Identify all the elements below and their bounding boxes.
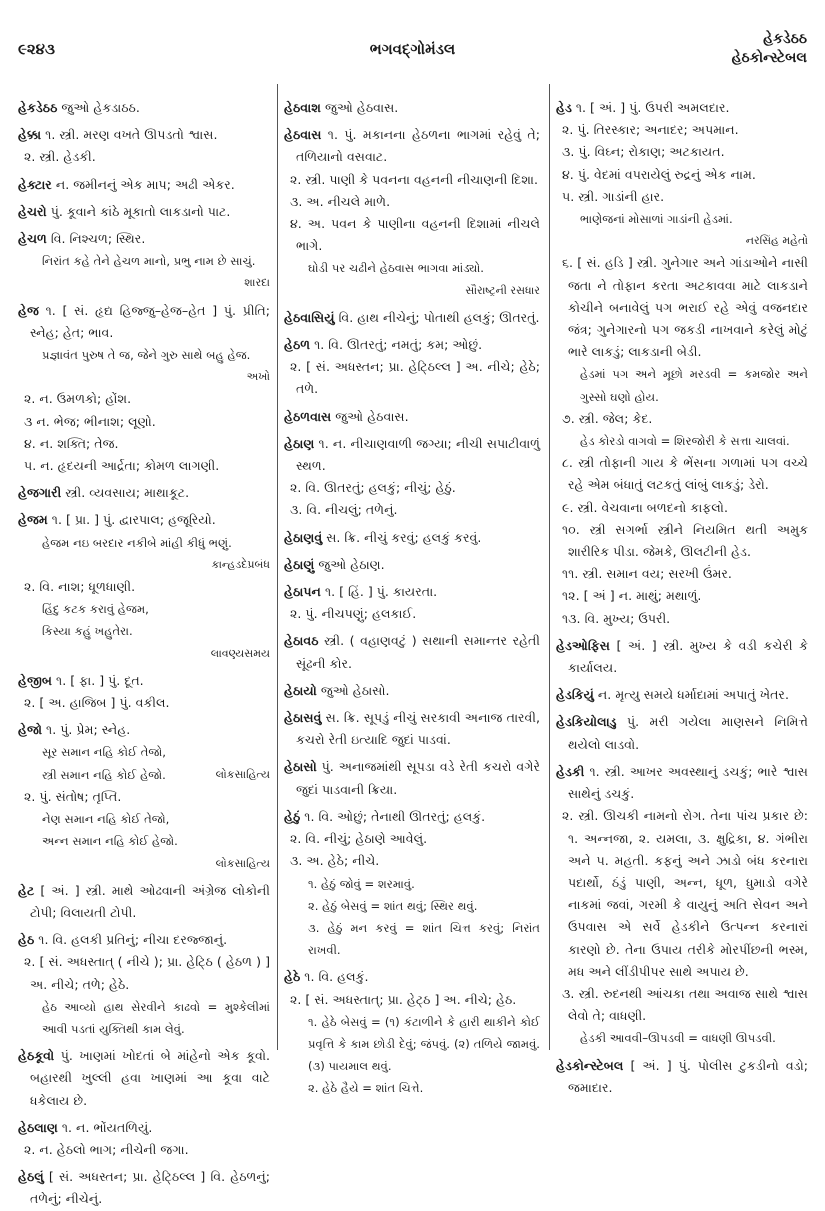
headword: હેઠકૂવો (18, 1048, 55, 1064)
column-1 (18, 92, 270, 1211)
citation-quote: ભાણેજનાં મોસાળાં ગાડાંની હેડમાં. (580, 212, 733, 227)
sense-line: ૮. સ્ત્રી તોફાની ગાય કે ભેંસના ગળામાં પગ વચ્ચે રહે એમ બંધાતું લટકતું લાંબું લાકડું; ડેરો. (562, 455, 808, 493)
definition: ૧. [ ફા. ] પું. દૂત. (52, 672, 144, 688)
dictionary-entry (18, 1117, 270, 1139)
dictionary-entry (18, 1166, 270, 1210)
headword: હેઠાણું (284, 556, 315, 572)
headword: હેડ (556, 100, 572, 115)
headword: હેચળ (18, 231, 47, 247)
dictionary-entry (284, 406, 540, 428)
definition: ૧. [ સં. હૃદ્ય હિજ્જુ–હેજ–હેત ] પું. પ્રીતિ; સ્નેહ; હેત; ભાવ. (30, 302, 270, 340)
citation-quote: ૧. હેઠે બેસવું = (૧) કંટાળીને કે હારી થાકીને કોઈ પ્રવૃત્તિ કે કામ છોડી દેવું; જંપવું. (૨) તળિયે જામવું. (૩) પાયમાલ થવું. (308, 1014, 540, 1074)
sense-line: ૭. સ્ત્રી. જેલ; કેદ. (562, 410, 653, 426)
guide-word-last: હેઠકોન્સ્ટેબલ (731, 50, 807, 66)
sense-line: ૨. [ સં. અધસ્તન; પ્રા. હેટ્ઠિલ્લ ] અ. નીચે; હેઠે; તળે. (290, 359, 540, 397)
dictionary-entry (284, 334, 540, 356)
sense-line: ૨. પું. નીચપણું; હલકાઈ. (290, 606, 417, 622)
citation-quote: હેડકી આવવી–ઊપડવી = વાધણી ઊપડવી. (580, 1031, 776, 1046)
sense-line: ૬. [ સં. હડિ ] સ્ત્રી. ગુનેગાર અને ગાંડાઓને નાસી જતા ને તોફાન કરતા અટકાવવા માટે લાકડાને કોચીને બનાવેલું પગ ભરાઈ રહે એવું વજનદાર જંત્ર; ગુનેગારનો પગ જકડી નાખવાને કરેલું મોટું ભારે લાકડું; લાકડાની બેડી. (562, 255, 808, 360)
dictionary-entry (556, 684, 808, 706)
column-2 (284, 92, 540, 1100)
sense-line: ૩. અ. હેઠે; નીચે. (290, 853, 380, 869)
dictionary-entry (18, 929, 270, 951)
headword: હેઠલું (18, 1169, 44, 1185)
dictionary-entry (284, 707, 540, 751)
column-3 (556, 92, 808, 1099)
citation-quote: હેજમ નઇ બરદાર નકીબે માંહી કીધું ભણું. (42, 535, 232, 550)
guide-word-first: હેકડેઠઠ (763, 31, 807, 47)
headword: હેઠાસવું (284, 710, 322, 726)
sense-line: ૨. વિ. ઊતરતું; હલકું; નીચું; હેઠું. (290, 480, 456, 496)
citation-quote: હેડમાં પગ અને મૂછો મરડવી = કમજોર અને ગુસ્સો ઘણો હોય. (580, 367, 808, 404)
definition: ન. મૃત્યુ સમયે ધર્માદામાં અપાતું ખેતર. (593, 687, 789, 703)
headword: હેજ (18, 302, 39, 318)
citation-quote: ઘોડી પર ચઢીને હેઠવાસ ભાગવા માંડ્યો. (308, 261, 484, 276)
definition: સ્ત્રી. વ્યવસાય; માથાકૂટ. (61, 485, 190, 501)
citation-source: નરસિંહ મહેતો (745, 234, 808, 248)
sense-line: ૨. પું. તિરસ્કાર; અનાદર; અપમાન. (562, 122, 739, 138)
sense-line: ૨. [ અ. હાજિબ ] પું. વકીલ. (24, 695, 170, 711)
sense-line: ૨. સ્ત્રી. ઊચકી નામનો રોગ. તેના પાંચ પ્રકાર છે: ૧. અન્નજા, ૨. યમલા, ૩. ક્ષુદ્રિકા, ૪. ગંભીરા અને ૫. મહતી. કફનું અને ઝાડો બંધ કરનારા પદાર્થો, ઠંડું પાણી, અન્ન, ધૂળ, ધુમાડો વગેરે નાકમાં જવાં, ગરમી કે વાયુનું અતિ સેવન અને ઉપવાસ એ સર્વે હેડકીને ઉત્પન્ન કરનારાં કારણો છે. તેના ઉપાય તરીકે મોરપીંછની ભસ્મ, મધ અને લીંડીપીપર સાથે અપાય છે. (562, 808, 808, 979)
headword: હેચરો (18, 203, 47, 219)
citation-quote: નેણ સમાન નહિ કોઈ તેજો, (42, 812, 170, 827)
headword: હેઠળ (284, 337, 311, 353)
sense-line: ૨. સ્ત્રી. હેડકી. (24, 149, 96, 165)
citation-source: કાન્હડદેપ્રબંધ (211, 557, 270, 571)
dictionary-entry (284, 630, 540, 674)
definition: ૧. [ પ્રા. ] પું. દ્વારપાલ; હજૂરિયો. (47, 512, 216, 528)
definition: સ્ત્રી. ( વહાણવટું ) સથાની સમાન્તર રહેતી સૂંઢની કોર. (296, 633, 540, 671)
citation-source: લાવણ્યસમય (210, 646, 270, 660)
citation-source: લોકસાહિત્ય (215, 767, 270, 781)
sense-line: ૨. સ્ત્રી. પાણી કે પવનના વહનની નીચાણની દિશા. (290, 171, 538, 187)
dictionary-entry (284, 433, 540, 477)
citation-quote: હેઠ આવ્યો હાથ સેરવીને કાઢવો = મુશ્કેલીમાં આવી પડતાં યુક્તિથી કામ લેવું. (42, 999, 270, 1036)
definition: વિ. હાથ નીચેનું; પોતાથી હલકું; ઊતરતું. (334, 309, 540, 325)
definition: [ સં. અધસ્તન; પ્રા. હેટ્ઠિલ્લ ] વિ. હેઠળનું; તળેનું; નીચેનું. (30, 1169, 270, 1207)
headword: હેઠ (18, 932, 35, 948)
definition: ૧. સ્ત્રી. મરણ વખતે ઊપડતો શ્વાસ. (41, 127, 218, 143)
definition: ૧. ન. નીચાણવાળી જગ્યા; નીચી સપાટીવાળું સ્થળ. (296, 435, 540, 474)
headword: હેઠાસો (284, 759, 317, 775)
definition: ૧. વિ. ઓછું; તેનાથી ઊતરતું; હલકું. (300, 808, 486, 824)
definition: પું. ખાણમાં ખોદતાં બે માંહેનો એક કૂવો. બહારથી ખુલ્લી હવા ખાણમાં આ કૂવા વાટે ધકેલાય છે. (30, 1048, 270, 1108)
definition: ૧. વિ. હલકું. (300, 969, 369, 985)
headword: હેજીબ (18, 672, 53, 688)
dictionary-entry (284, 581, 540, 603)
dictionary-entry (284, 307, 540, 329)
headword: હેક્કા (18, 127, 42, 143)
citation-quote: કિસ્યા કહું ખહુતેરા. (42, 624, 133, 639)
definition: જુઓ હેકડાઠઠ. (57, 100, 140, 115)
sense-line: ૨. ન. ઉમળકો; હોંશ. (24, 391, 132, 407)
dictionary-entry (18, 124, 270, 146)
dictionary-entry (18, 670, 270, 692)
sense-line: ૩ ન. ભેજ; ભીનાશ; લૂણો. (24, 413, 156, 429)
dictionary-entry (284, 680, 540, 702)
citation-source: લોકસાહિત્ય (215, 856, 270, 870)
sense-line: ૩. અ. નીચલે માળે. (290, 193, 391, 209)
dictionary-entry (18, 1045, 270, 1112)
definition: [ અં. ] સ્ત્રી. માથે ઓઢવાની અંગ્રેજ લોકોની ટોપી; વિલાયતી ટોપી. (30, 882, 270, 920)
definition: જુઓ હેઠવાસ. (320, 100, 399, 115)
citation-quote: ૨. હેઠું બેસવું = શાંત થવું; સ્થિર થવું. (308, 898, 478, 913)
citation-quote: ૩. હેઠું મન કરવું = શાંત ચિત્ત કરવું; નિરાંત રાખવી. (308, 920, 540, 958)
sense-line: ૪. અ. પવન કે પાણીના વહનની દિશામાં નીચલે ભાગે. (290, 216, 540, 254)
guide-words (732, 30, 807, 68)
dictionary-entry (18, 201, 270, 223)
headword: હેઠવાસિયું (284, 309, 335, 325)
headword: હેઠવાસ (284, 127, 322, 143)
definition: પું. મરી ગયેલા માણસને નિમિત્તે થયેલો લાડવો. (568, 714, 808, 752)
sense-line: ૯. સ્ત્રી. વેચવાના બળદનો કાફલો. (562, 499, 728, 515)
headword: હેજમ (18, 512, 48, 528)
sense-line: ૨. વિ. નાશ; ધૂળધાણી. (24, 579, 136, 595)
sense-line: ૩. સ્ત્રી. રુદનથી આંચકા તથા અવાજ સાથે શ્વાસ લેવો તે; વાધણી. (562, 985, 808, 1024)
definition: [ અં. ] પું. પોલીસ ટુકડીનો વડો; જમાદાર. (568, 1057, 808, 1095)
definition: પું. કૂવાને કાંઠે મૂકાતો લાકડાનો પાટ. (46, 203, 231, 219)
dictionary-entry (18, 97, 270, 119)
citation-quote: હિંદુ કટક કરાવું હેજમ, (42, 602, 149, 617)
sense-line: ૧૩. વિ. મુખ્ય; ઉપરી. (562, 610, 671, 626)
dictionary-entry (284, 756, 540, 800)
citation-quote: ૨. હેઠે હૈયે = શાંત ચિત્તે. (308, 1081, 424, 1096)
headword: હેડકોન્સ્ટેબલ (556, 1057, 624, 1073)
page-title: ભગવદ્ગોમંડલ (369, 40, 456, 58)
sense-line: ૫. ન. હૃદયની આર્દ્રતા; કોમળ લાગણી. (24, 458, 220, 474)
headword: હેઠાણવું (284, 529, 323, 545)
citation-quote: નિરાંત કહે તેને હેચળ માનો, પ્રભુ નામ છે સાચું. (42, 254, 256, 269)
headword: હેઠે (284, 969, 301, 985)
citation-source: સૌરાષ્ટ્રની રસધાર (465, 283, 540, 297)
quote-text: સ્ત્રી સમાન નહિ કોઈ હેજો. (42, 767, 166, 782)
sense-line: ૫. સ્ત્રી. ગાડાંની હાર. (562, 188, 665, 204)
dictionary-entry (18, 880, 270, 924)
headword: હેઠાયો (284, 682, 317, 698)
dictionary-entry (556, 635, 808, 679)
dictionary-entry (284, 124, 540, 168)
headword: હેઠાણ (284, 435, 315, 451)
dictionary-entry (556, 761, 808, 805)
dictionary-entry (18, 300, 270, 344)
citation-quote: અન્ન સમાન નહિ કોઈ હેજો. (42, 834, 178, 849)
dictionary-entry (18, 719, 270, 741)
definition: વિ. નિશ્ચળ; સ્થિર. (46, 231, 146, 247)
definition: જુઓ હેઠવાસ. (331, 408, 409, 424)
sense-line: ૨. [ સં. અધસ્તાત્ ( નીચે ); પ્રા. હેટ્ઠિ ( હેઠળ ) ] અ. નીચે; તળે; હેઠે. (24, 954, 270, 992)
dictionary-entry (284, 966, 540, 988)
definition: ન. જમીનનું એક માપ; અઢી એકર. (51, 176, 235, 192)
definition: સ. ક્રિ. નીચું કરવું; હલકું કરવું. (322, 529, 482, 545)
headword: હેડઓફિસ (556, 637, 610, 653)
dictionary-entry (18, 482, 270, 504)
sense-line: ૪. ન. શક્તિ; તેજ. (24, 435, 119, 451)
definition: ૧. ન. ભોંયતળિયું. (57, 1119, 153, 1135)
definition: જુઓ હેઠાણ. (314, 556, 385, 572)
dictionary-entry (284, 806, 540, 828)
headword: હેડકિયું (556, 687, 594, 703)
definition: ૧. વિ. ઊતરતું; નમતું; કમ; ઓછું. (310, 337, 483, 353)
headword: હેઠવાશ (284, 100, 321, 115)
dictionary-entry (556, 97, 808, 119)
sense-line: ૩. વિ. નીચલું; તળેનું. (290, 502, 398, 518)
headword: હેઠલાણ (18, 1119, 58, 1135)
sense-line: ૨. પું. સંતોષ; તૃપ્તિ. (24, 788, 122, 804)
sense-line: ૪. પું. વેદમાં વપરાયેલું રુદ્રનું એક નામ. (562, 166, 756, 182)
headword: હેજો (18, 722, 43, 738)
citation-quote: હેડ કોરડો વાગવો = શિરજોરી કે સત્તા ચાલવાં. (580, 434, 790, 449)
headword: હેકડેઠઠ (18, 100, 58, 115)
sense-line: ૨. [ સં. અધસ્તાત્; પ્રા. હેટ્ઠ ] અ. નીચે; હેઠ. (290, 991, 517, 1007)
definition: ૧. સ્ત્રી. આખર અવસ્થાનું ડચકું; ભારે શ્વાસ સાથેનું ડચકું. (568, 763, 808, 802)
citation-source: શારદા (244, 276, 270, 290)
dictionary-entry (556, 1055, 808, 1099)
headword: હેડકિયોલાડુ (556, 714, 617, 730)
definition: પું. અનાજમાંથી સૂપડા વડે રેતી કચરો વગેરે જુદાં પાડવાની ક્રિયા. (296, 759, 540, 797)
definition: જુઓ હેઠાસો. (316, 682, 390, 698)
citation-source: અખો (246, 370, 270, 384)
dictionary-entry (18, 509, 270, 531)
dictionary-entry (284, 97, 540, 119)
citation-quote: ૧. હેઠું જોવું = શરમાવું. (308, 876, 415, 891)
definition: ૧. [ હિં. ] પું. કાયરતા. (320, 584, 438, 600)
headword: હેજગારી (18, 485, 62, 501)
dictionary-entry (18, 174, 270, 196)
headword: હેક્ટાર (18, 176, 52, 192)
dictionary-entry (18, 228, 270, 250)
column-divider (277, 84, 278, 1050)
sense-line: ૧૧. સ્ત્રી. સમાન વય; સરખી ઉંમર. (562, 566, 732, 582)
headword: હેડકી (556, 763, 585, 779)
definition: ૧. પું. પ્રેમ; સ્નેહ. (42, 722, 131, 738)
definition: ૧. પું. મકાનના હેઠળના ભાગમાં રહેવું તે; તળિયાનો વસવાટ. (296, 127, 540, 165)
sense-line: ૧૨. [ અં ] ન. માથું; મથાળું. (562, 588, 702, 604)
dictionary-entry (284, 554, 540, 576)
headword: હેઠું (284, 808, 301, 824)
definition: ૧. વિ. હલકી પ્રતિનું; નીચા દરજ્જાનું. (34, 932, 228, 948)
headword: હેઠળવાસ (284, 408, 332, 424)
dictionary-entry (284, 527, 540, 549)
citation-quote: પ્રજ્ઞાવંત પુરુષ તે જ, જેને ગુરુ સાથે બહુ હેજ. (42, 348, 251, 363)
headword: હેઠાપન (284, 584, 321, 600)
sense-line: ૨. ન. હેઠલો ભાગ; નીચેની જગા. (24, 1141, 189, 1157)
definition: સ. ક્રિ. સૂપડું નીચું સરકાવી અનાજ તારવી, કચરો રેતી ઇત્યાદિ જુદાં પાડવાં. (296, 710, 540, 748)
definition: ૧. [ અં. ] પું. ઉપરી અમલદાર. (571, 100, 730, 115)
sense-line: ૨. વિ. નીચું; હેઠાણે આવેલું. (290, 831, 428, 847)
headword: હેઠાવઠ (284, 633, 319, 649)
citation-quote (18, 764, 270, 786)
page-number: ૯૨૪૩ (18, 40, 55, 58)
definition: [ અં. ] સ્ત્રી. મુખ્ય કે વડી કચેરી કે કાર્યાલય. (568, 637, 808, 676)
headword: હેટ (18, 882, 35, 898)
citation-quote: સૂર સમાન નહિ કોઈ તેજો, (42, 745, 166, 760)
sense-line: ૩. પું. વિઘ્ન; રોકાણ; અટકાયત. (562, 144, 725, 160)
sense-line: ૧૦. સ્ત્રી સગર્ભા સ્ત્રીને નિયમિત થતી અમુક શારીરિક પીડા. જેમકે, ઊલટીની હેડ. (562, 521, 808, 560)
dictionary-entry (556, 711, 808, 755)
column-divider (549, 84, 550, 1050)
